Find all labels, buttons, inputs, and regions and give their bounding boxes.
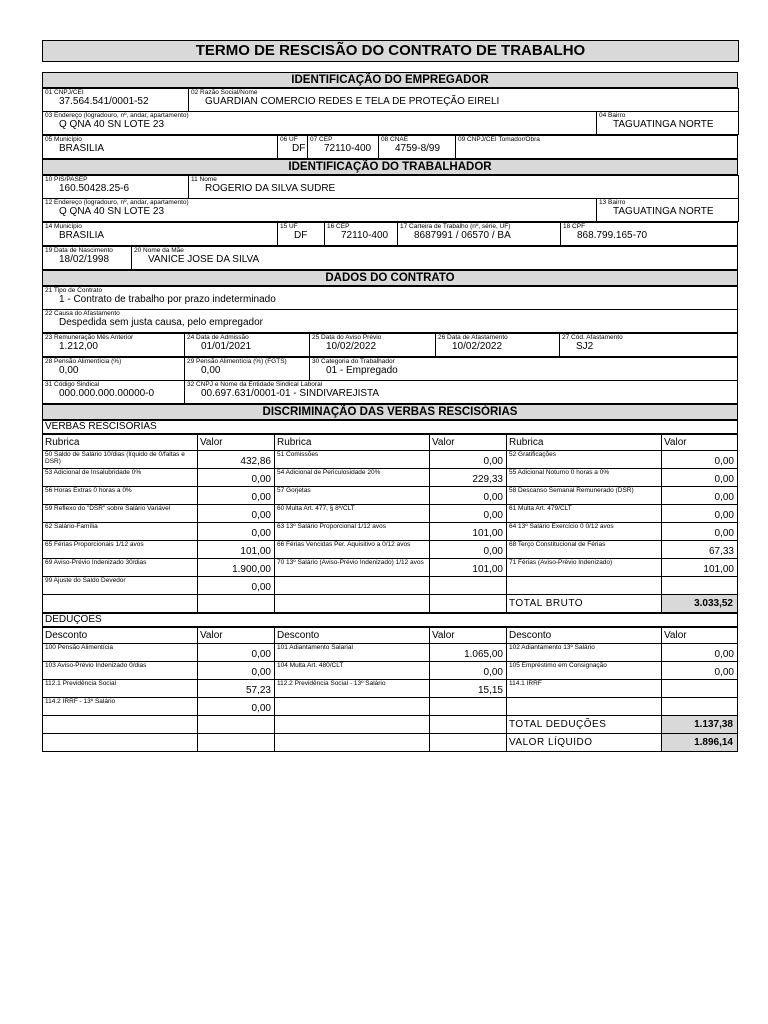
deducao-name [507, 698, 662, 716]
deducoes-col-desconto: Desconto [507, 628, 662, 644]
contract-aviso: 25 Data do Aviso Prévio 10/02/2022 [310, 334, 436, 357]
employer-bairro: 04 Bairro TAGUATINGA NORTE [597, 112, 739, 135]
deducoes-col-valor: Valor [662, 628, 738, 644]
table-row [43, 505, 738, 523]
verba-value: 67,33 [662, 541, 738, 559]
verba-name: 54 Adicional de Periculosidade 20% [275, 469, 430, 487]
deducoes-col-valor: Valor [198, 628, 275, 644]
verba-name: 55 Adicional Noturno 0 horas a 0% [507, 469, 662, 487]
section-employer: IDENTIFICAÇÃO DO EMPREGADOR [43, 73, 738, 88]
verba-value: 432,86 [198, 451, 275, 469]
deducao-name: 103 Aviso-Prévio Indenizado 0/dias [43, 662, 198, 680]
verba-name: 64 13º Salário Exercício 0 0/12 avos [507, 523, 662, 541]
employer-razao: 02 Razão Social/Nome GUARDIAN COMERCIO REDES E TELA DE PROTEÇÃO EIRELI [189, 89, 739, 112]
section-contract: DADOS DO CONTRATO [43, 271, 738, 286]
table-row [43, 559, 738, 577]
contract-table-3 [42, 357, 738, 404]
verba-name: 50 Saldo de Salário 10/dias (líquido de 0/faltas e DSR) [43, 451, 198, 469]
deducoes-col-valor: Valor [430, 628, 507, 644]
verba-name: 65 Férias Proporcionais 1/12 avos [43, 541, 198, 559]
verba-value: 0,00 [430, 505, 507, 523]
verbas-col-rubrica: Rubrica [43, 435, 198, 451]
worker-municipio: 14 Município BRASILIA [43, 223, 278, 246]
valor-liquido-label: VALOR LÍQUIDO [507, 734, 662, 752]
employer-cnae: 08 CNAE 4759-8/99 [379, 136, 456, 159]
table-row [43, 541, 738, 559]
deducao-name: 102 Adiantamento 13º Salário [507, 644, 662, 662]
verba-value: 101,00 [662, 559, 738, 577]
verba-value: 0,00 [198, 487, 275, 505]
verba-value: 0,00 [198, 577, 275, 595]
total-deducoes-value: 1.137,38 [662, 716, 738, 734]
deducoes-table [42, 627, 738, 752]
deducao-value: 0,00 [198, 698, 275, 716]
worker-table-2 [42, 222, 738, 246]
worker-nome: 11 Nome ROGERIO DA SILVA SUDRE [189, 176, 739, 199]
deducao-value: 57,23 [198, 680, 275, 698]
employer-table-2 [42, 135, 738, 159]
table-row [43, 523, 738, 541]
total-deducoes-row [43, 716, 738, 734]
worker-table [42, 175, 739, 222]
verbas-col-rubrica: Rubrica [507, 435, 662, 451]
verba-value: 0,00 [662, 451, 738, 469]
table-row [43, 680, 738, 698]
verba-name: 59 Reflexo do "DSR" sobre Salário Variável [43, 505, 198, 523]
deducao-value: 0,00 [198, 662, 275, 680]
section-breakdown: DISCRIMINAÇÃO DAS VERBAS RESCISÓRIAS [43, 405, 738, 420]
verba-name: 61 Multa Art. 479/CLT [507, 505, 662, 523]
verba-value [662, 577, 738, 595]
section-worker: IDENTIFICAÇÃO DO TRABALHADOR [43, 160, 738, 175]
deducao-value [430, 698, 507, 716]
total-bruto-row [43, 595, 738, 613]
deducao-name: 114.1 IRRF [507, 680, 662, 698]
document-title: TERMO DE RESCISÃO DO CONTRATO DE TRABALHO [42, 40, 739, 62]
verba-name: 53 Adicional de Insalubridade 0% [43, 469, 198, 487]
verba-name [507, 577, 662, 595]
verba-value: 1.900,00 [198, 559, 275, 577]
contract-remuneracao: 23 Remuneração Mês Anterior 1.212,00 [43, 334, 185, 357]
worker-cep: 16 CEP 72110-400 [325, 223, 398, 246]
termination-form [42, 72, 738, 752]
verbas-table [42, 434, 738, 613]
contract-table [42, 286, 738, 333]
verba-value: 0,00 [198, 505, 275, 523]
contract-entidade-sindical: 32 CNPJ e Nome da Entidade Sindical Laboral 00.697.631/0001-01 - SINDIVAREJISTA [185, 381, 738, 404]
verbas-col-rubrica: Rubrica [275, 435, 430, 451]
deducao-value: 0,00 [662, 644, 738, 662]
total-deducoes-label: TOTAL DEDUÇÕES [507, 716, 662, 734]
contract-section-header [42, 270, 738, 286]
verba-value: 0,00 [662, 523, 738, 541]
deducao-value: 15,15 [430, 680, 507, 698]
employer-uf: 06 UF DF [278, 136, 308, 159]
table-row [43, 577, 738, 595]
deducoes-heading: DEDUÇÕES [42, 613, 738, 627]
verba-value: 101,00 [198, 541, 275, 559]
deducao-value: 0,00 [430, 662, 507, 680]
deducao-name: 112.1 Previdência Social [43, 680, 198, 698]
valor-liquido-value: 1.896,14 [662, 734, 738, 752]
deducao-name [275, 698, 430, 716]
worker-endereco: 12 Endereço (logradouro, nº, andar, apartamento) Q QNA 40 SN LOTE 23 [43, 199, 597, 222]
verba-value: 0,00 [662, 469, 738, 487]
verba-value: 0,00 [198, 523, 275, 541]
verba-name: 51 Comissões [275, 451, 430, 469]
deducao-value: 0,00 [662, 662, 738, 680]
verba-name: 63 13º Salário Proporcional 1/12 avos [275, 523, 430, 541]
employer-endereco: 03 Endereço (logradouro, nº, andar, apartamento) Q QNA 40 SN LOTE 23 [43, 112, 597, 135]
deducao-name: 100 Pensão Alimentícia [43, 644, 198, 662]
worker-nascimento: 19 Data de Nascimento 18/02/1998 [43, 247, 132, 270]
worker-section-header [42, 159, 738, 175]
verba-value: 0,00 [662, 487, 738, 505]
deducao-name: 105 Empréstimo em Consignação [507, 662, 662, 680]
table-row [43, 487, 738, 505]
contract-admissao: 24 Data de Admissão 01/01/2021 [185, 334, 310, 357]
verba-value: 101,00 [430, 559, 507, 577]
valor-liquido-row [43, 734, 738, 752]
contract-pensao: 28 Pensão Alimentícia (%) 0,00 [43, 358, 185, 381]
deducao-name: 112.2 Previdência Social - 13º Salário [275, 680, 430, 698]
contract-categoria: 30 Categoria do Trabalhador 01 - Empregado [310, 358, 738, 381]
table-row [43, 451, 738, 469]
worker-ctps: 17 Carteira de Trabalho (nº, série, UF) 8687991 / 06570 / BA [398, 223, 561, 246]
verba-value: 0,00 [198, 469, 275, 487]
employer-cep: 07 CEP 72110-400 [308, 136, 379, 159]
employer-cnpj: 01 CNPJ/CEI 37.564.541/0001-52 [43, 89, 189, 112]
verba-value: 0,00 [430, 541, 507, 559]
contract-causa: 22 Causa do Afastamento Despedida sem justa causa, pelo empregador [43, 310, 738, 333]
verba-name: 99 Ajuste do Saldo Devedor [43, 577, 198, 595]
contract-afastamento: 26 Data de Afastamento 10/02/2022 [436, 334, 560, 357]
contract-codigo-sindical: 31 Código Sindical 000.000.000.00000-0 [43, 381, 185, 404]
verba-name: 66 Férias Vencidas Per. Aquisitivo a 0/12 avos [275, 541, 430, 559]
verba-name: 68 Terço Constitucional de Férias [507, 541, 662, 559]
deducao-name: 114.2 IRRF - 13º Salário [43, 698, 198, 716]
verba-name: 58 Descanso Semanal Remunerado (DSR) [507, 487, 662, 505]
total-bruto-value: 3.033,52 [662, 595, 738, 613]
verba-name: 56 Horas Extras 0 horas a 0% [43, 487, 198, 505]
deducao-name: 101 Adiantamento Salarial [275, 644, 430, 662]
deducao-value [662, 698, 738, 716]
verbas-col-valor: Valor [198, 435, 275, 451]
employer-table [42, 88, 739, 135]
deducao-name: 104 Multa Art. 480/CLT [275, 662, 430, 680]
deducao-value: 0,00 [198, 644, 275, 662]
contract-cod-afastamento: 27 Cód. Afastamento SJ2 [560, 334, 738, 357]
verba-name: 69 Aviso-Prévio Indenizado 30/dias [43, 559, 198, 577]
verba-value: 0,00 [430, 451, 507, 469]
table-row [43, 644, 738, 662]
verba-value: 101,00 [430, 523, 507, 541]
worker-bairro: 13 Bairro TAGUATINGA NORTE [597, 199, 739, 222]
worker-table-3 [42, 246, 738, 270]
deducoes-col-desconto: Desconto [275, 628, 430, 644]
worker-pis: 10 PIS/PASEP 160.50428.25-6 [43, 176, 189, 199]
contract-table-2 [42, 333, 738, 357]
verbas-col-valor: Valor [662, 435, 738, 451]
employer-section-header [42, 72, 738, 88]
breakdown-section-header [42, 404, 738, 420]
table-row [43, 698, 738, 716]
deducoes-col-desconto: Desconto [43, 628, 198, 644]
verbas-col-valor: Valor [430, 435, 507, 451]
employer-municipio: 05 Município BRASILIA [43, 136, 278, 159]
table-row [43, 469, 738, 487]
worker-cpf: 18 CPF 868.799.165-70 [561, 223, 738, 246]
verba-name: 62 Salário-Família [43, 523, 198, 541]
verba-name: 70 13º Salário (Aviso-Prévio Indenizado) 1/12 avos [275, 559, 430, 577]
verba-name [275, 577, 430, 595]
verba-value: 0,00 [430, 487, 507, 505]
worker-mae: 20 Nome da Mãe VANICE JOSE DA SILVA [132, 247, 738, 270]
contract-tipo: 21 Tipo de Contrato 1 - Contrato de trabalho por prazo indeterminado [43, 287, 738, 310]
worker-uf: 15 UF DF [278, 223, 325, 246]
total-bruto-label: TOTAL BRUTO [507, 595, 662, 613]
verba-name: 60 Multa Art. 477, § 8º/CLT [275, 505, 430, 523]
verba-value: 0,00 [662, 505, 738, 523]
verba-name: 52 Gratificações [507, 451, 662, 469]
table-row [43, 662, 738, 680]
verba-value: 229,33 [430, 469, 507, 487]
employer-tomador: 09 CNPJ/CEI Tomador/Obra [456, 136, 738, 159]
verba-value [430, 577, 507, 595]
verbas-heading: VERBAS RESCISÓRIAS [42, 420, 738, 434]
deducao-value [662, 680, 738, 698]
deducao-value: 1.065,00 [430, 644, 507, 662]
verba-name: 57 Gorjetas [275, 487, 430, 505]
contract-pensao-fgts: 29 Pensão Alimentícia (%) (FGTS) 0,00 [185, 358, 310, 381]
verba-name: 71 Férias (Aviso-Prévio Indenizado) [507, 559, 662, 577]
